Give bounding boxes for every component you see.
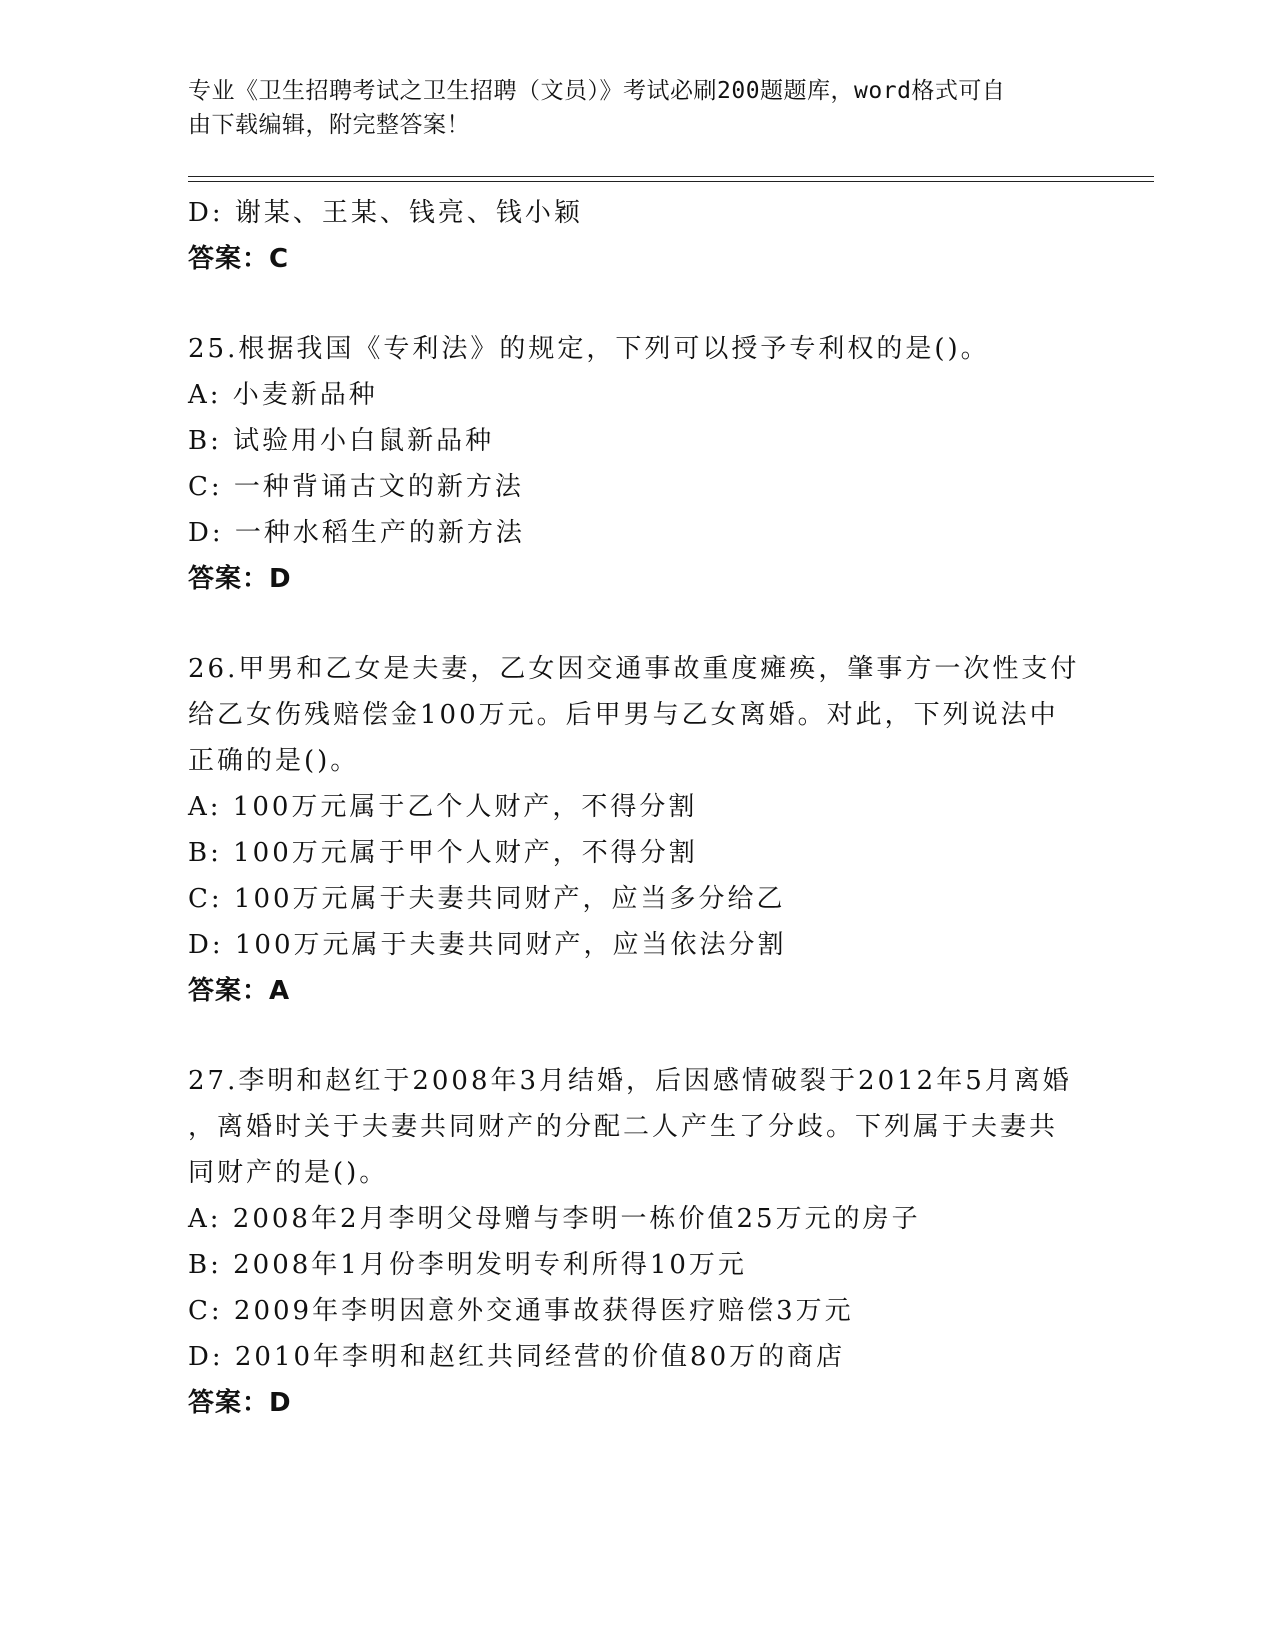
stem-line: 27.李明和赵红于2008年3月结婚，后因感情破裂于2012年5月离婚 — [188, 1066, 1072, 1096]
stem-line: 正确的是()。 — [188, 746, 360, 776]
answer-label: 答案：D — [188, 564, 292, 594]
option-b: B: 2008年1月份李明发明专利所得10万元 — [188, 1250, 747, 1280]
header-divider-bottom — [188, 181, 1154, 182]
option-d: D: 2010年李明和赵红共同经营的价值80万的商店 — [188, 1342, 846, 1372]
option-d: D: 谢某、王某、钱亮、钱小颖 — [188, 198, 583, 228]
document-header — [188, 74, 1068, 142]
question-26 — [188, 646, 1078, 1014]
answer-label: 答案：A — [188, 976, 291, 1006]
header-divider-top — [188, 176, 1154, 177]
option-c: C: 2009年李明因意外交通事故获得医疗赔偿3万元 — [188, 1296, 854, 1326]
option-d: D: 100万元属于夫妻共同财产，应当依法分割 — [188, 930, 787, 960]
option-c: C: 一种背诵古文的新方法 — [188, 472, 524, 502]
question-27 — [188, 1058, 1078, 1426]
option-a: A: 2008年2月李明父母赠与李明一栋价值25万元的房子 — [188, 1204, 921, 1234]
option-a: A: 小麦新品种 — [188, 380, 378, 410]
stem-line: 同财产的是()。 — [188, 1158, 389, 1188]
question-25 — [188, 326, 1078, 602]
option-b: B: 100万元属于甲个人财产，不得分割 — [188, 838, 698, 868]
header-line-2: 由下载编辑，附完整答案！ — [188, 112, 470, 138]
answer-label: 答案：D — [188, 1388, 292, 1418]
question-stem — [188, 1058, 1078, 1196]
stem-line: 给乙女伤残赔偿金100万元。后甲男与乙女离婚。对此，下列说法中 — [188, 700, 1059, 730]
question-list — [188, 190, 1078, 1426]
stem-line: 25.根据我国《专利法》的规定，下列可以授予专利权的是()。 — [188, 334, 990, 364]
previous-question-tail — [188, 190, 1078, 282]
stem-line: 26.甲男和乙女是夫妻，乙女因交通事故重度瘫痪，肇事方一次性支付 — [188, 654, 1080, 684]
option-a: A: 100万元属于乙个人财产，不得分割 — [188, 792, 698, 822]
header-line-1: 专业《卫生招聘考试之卫生招聘（文员）》考试必刷200题题库，word格式可自 — [188, 78, 1006, 104]
question-stem — [188, 326, 1078, 372]
option-d: D: 一种水稻生产的新方法 — [188, 518, 525, 548]
question-stem — [188, 646, 1078, 784]
answer-label: 答案：C — [188, 244, 290, 274]
option-b: B: 试验用小白鼠新品种 — [188, 426, 495, 456]
option-c: C: 100万元属于夫妻共同财产，应当多分给乙 — [188, 884, 786, 914]
stem-line: ，离婚时关于夫妻共同财产的分配二人产生了分歧。下列属于夫妻共 — [188, 1112, 1059, 1142]
